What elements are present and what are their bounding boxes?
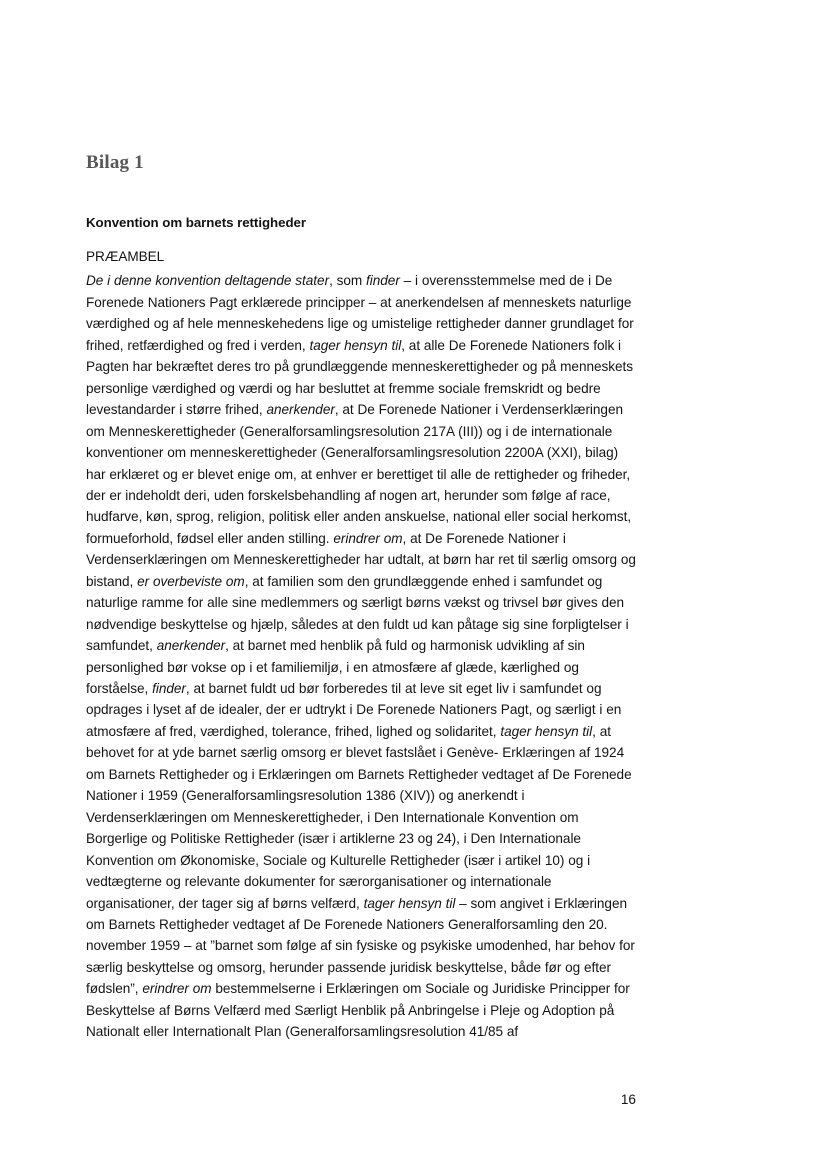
preamble-text-run: , at alle De Forenede Nationers folk i Pagten har bekræftet deres tro på grundlæggende menneskerettigheder og på menneskets personlige værdighed og værdi og har besluttet at fremme sociale fremskridt og bedre levestandarder i større frihed, <box>86 337 634 418</box>
preamble-body-text <box>86 266 636 1042</box>
preamble-text-run: , at De Forenede Nationer i Verdenserklæringen om Menneskerettigheder har udtalt, at børn har ret til særlig omsorg og bistand, <box>86 530 636 589</box>
preamble-text-run: – i overensstemmelse med de i De Forenede Nationers Pagt erklærede principper – at anerkendelsen af menneskets naturlige værdighed og af hele menneskehedens lige og umistelige rettigheder danner grundlaget for frihed, retfærdighed og fred i verden, <box>86 273 634 353</box>
preamble-italic-run: tager hensyn til <box>309 337 402 353</box>
preamble-italic-run: finder <box>152 681 186 697</box>
section-heading-praeambel: PRÆAMBEL <box>86 249 165 265</box>
preamble-text-run: , at barnet fuldt ud bør forberedes til at leve sit eget liv i samfundet og opdrages i lyset af de idealer, der er udtrykt i De Forenede Nationers Pagt, og særligt i en atmosfære af fred, værdighed, tolerance, frihed, lighed og solidaritet, <box>86 681 622 739</box>
preamble-italic-run: anerkender <box>156 638 226 654</box>
preamble-italic-run: erindrer om <box>333 530 403 546</box>
page-number: 16 <box>620 1092 636 1107</box>
preamble-italic-run: erindrer om <box>142 981 212 997</box>
appendix-label: Bilag 1 <box>86 152 144 173</box>
preamble-italic-run: finder <box>366 273 400 289</box>
preamble-text-run: , at barnet med henblik på fuld og harmonisk udvikling af sin personlighed bør vokse op i et familiemiljø, i en atmosfære af glæde, kærlighed og forståelse, <box>86 638 585 697</box>
preamble-text-run: – som angivet i Erklæringen om Barnets Rettigheder vedtaget af De Forenede Nationers Generalforsamling den 20. november 1959 – at ”barnet som følge af sin fysiske og psykiske umodenhed, har behov for særlig beskyttelse og omsorg, herunder passende juridisk beskyttelse, både før og efter fødslen”, <box>86 895 635 997</box>
preamble-text-run: , at behovet for at yde barnet særlig omsorg er blevet fastslået i Genève- Erklæringen af 1924 om Barnets Rettigheder og i Erklæringen om Barnets Rettigheder vedtaget af De Forenede Nationer i 1959 (Generalforsamlingsresolution 1386 (XIV)) og anerkendt i Verdenserklæringen om Menneskerettigheder, i Den Internationale Konvention om Borgerlige og Politiske Rettigheder (især i artiklerne 23 og 24), i Den Internationale Konvention om Økonomiske, Sociale og Kulturelle Rettigheder (især i artikel 10) og i vedtægterne og relevante dokumenter for særorganisationer og internationale organisationer, der tager sig af børns velfærd, <box>86 723 632 911</box>
preamble-text-run: , som <box>329 273 367 289</box>
preamble-italic-run: er overbeviste om <box>137 573 245 589</box>
preamble-text-run: , at De Forenede Nationer i Verdenserklæringen om Menneskerettigheder (Generalforsamlingsresolution 217A (III)) og i de internationale konventioner om menneskerettigheder (Generalforsamlingsresolution 2200A (XXI), bilag) har erklæret og er blevet enige om, at enhver er berettiget til alle de rettigheder og friheder, der er indeholdt deri, uden forskelsbehandling af nogen art, herunder som følge af race, hudfarve, køn, sprog, religion, politisk eller anden anskuelse, national eller social herkomst, formueforhold, fødsel eller anden stilling. <box>86 402 632 546</box>
preamble-text-run: bestemmelserne i Erklæringen om Sociale og Juridiske Principper for Beskyttelse af Børns Velfærd med Særligt Henblik på Anbringelse i Pleje og Adoption på Nationalt eller Internationalt Plan (Generalforsamlingsresolution 41/85 af <box>86 981 630 1040</box>
preamble-italic-run: tager hensyn til <box>500 723 593 739</box>
preamble-italic-run: anerkender <box>266 402 335 418</box>
page-content <box>86 0 636 1043</box>
preamble-text-run: , at familien som den grundlæggende enhed i samfundet og naturlige ramme for alle sine medlemmers og særligt børns vækst og trivsel bør gives den nødvendige beskyttelse og hjælp, således at den fuldt ud kan påtage sig sine forpligtelser i samfundet, <box>86 573 629 654</box>
preamble-italic-run: De i denne konvention deltagende stater <box>86 273 330 289</box>
page-title: Konvention om barnets rettigheder <box>86 214 306 230</box>
preamble-italic-run: tager hensyn til <box>363 895 456 911</box>
